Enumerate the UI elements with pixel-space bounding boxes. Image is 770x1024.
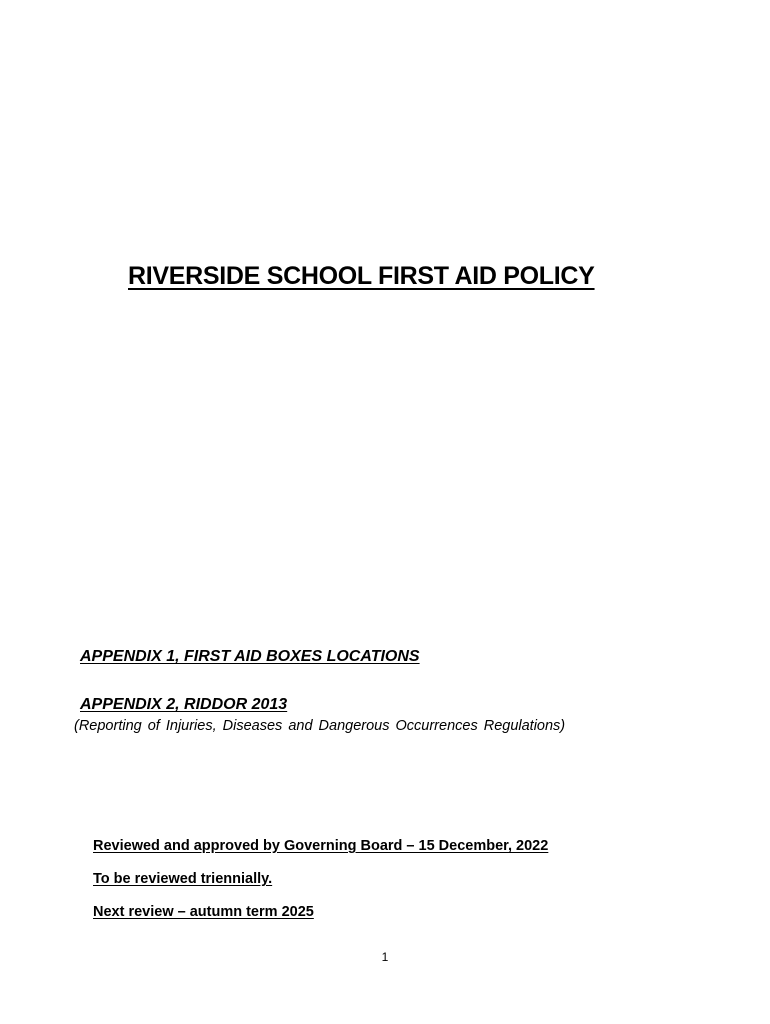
page-title: RIVERSIDE SCHOOL FIRST AID POLICY: [128, 262, 595, 290]
appendix-2-subtitle: (Reporting of Injuries, Diseases and Dangerous Occurrences Regulations): [74, 718, 566, 734]
review-frequency: To be reviewed triennially.: [93, 871, 273, 887]
approval-statement: Reviewed and approved by Governing Board – 15 December, 2022: [93, 838, 549, 854]
next-review-date: Next review – autumn term 2025: [93, 904, 314, 920]
page-number: 1: [381, 950, 389, 964]
appendix-1-heading: APPENDIX 1, FIRST AID BOXES LOCATIONS: [80, 648, 420, 665]
appendix-2-heading: APPENDIX 2, RIDDOR 2013: [80, 696, 288, 713]
